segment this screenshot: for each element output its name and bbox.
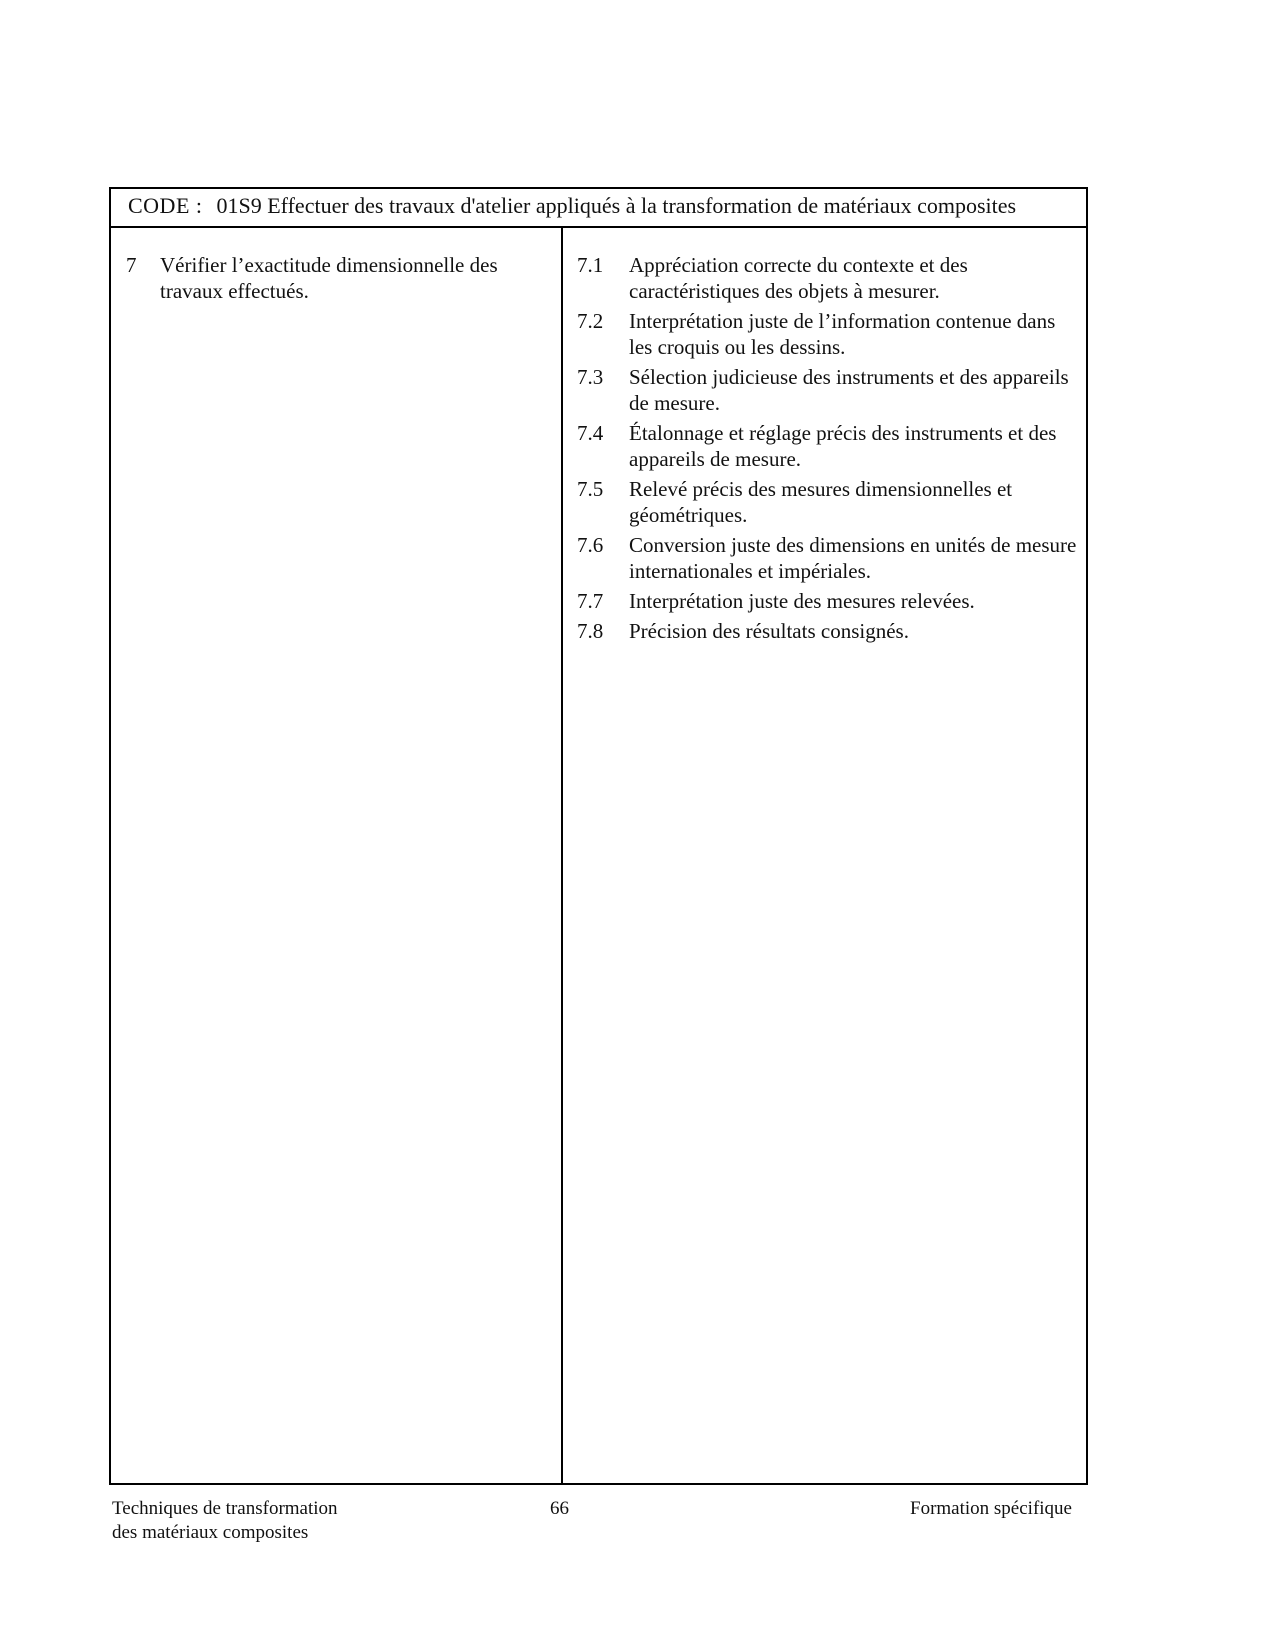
criterion-number: 7.4 <box>577 421 604 445</box>
criterion-number: 7.6 <box>577 533 604 557</box>
code-label: CODE : <box>128 193 203 218</box>
criterion-number: 7.3 <box>577 365 604 389</box>
criterion-item <box>577 588 1077 614</box>
competency-table <box>109 187 1088 1485</box>
criterion-number: 7.8 <box>577 619 604 643</box>
criterion-item <box>577 308 1077 360</box>
table-header <box>111 189 1086 228</box>
criterion-text: Étalonnage et réglage précis des instruments et des appareils de mesure. <box>629 421 1057 471</box>
element-item <box>126 252 546 304</box>
criterion-item <box>577 476 1077 528</box>
page-number: 66 <box>550 1498 569 1519</box>
criterion-item <box>577 420 1077 472</box>
element-number: 7 <box>126 253 137 277</box>
column-divider <box>561 226 563 1483</box>
criterion-item <box>577 618 1077 644</box>
footer-program <box>112 1497 338 1545</box>
footer-section: Formation spécifique <box>910 1498 1072 1519</box>
criterion-text: Conversion juste des dimensions en unités de mesure internationales et impériales. <box>629 533 1077 583</box>
criteria-column <box>577 252 1077 648</box>
criterion-number: 7.5 <box>577 477 604 501</box>
criterion-text: Appréciation correcte du contexte et des caractéristiques des objets à mesurer. <box>629 253 968 303</box>
criterion-item <box>577 532 1077 584</box>
criterion-text: Interprétation juste des mesures relevées. <box>629 589 975 613</box>
criterion-text: Interprétation juste de l’information contenue dans les croquis ou les dessins. <box>629 309 1056 359</box>
criterion-number: 7.1 <box>577 253 604 277</box>
criterion-text: Précision des résultats consignés. <box>629 619 909 643</box>
criterion-item <box>577 252 1077 304</box>
criterion-text: Sélection judicieuse des instruments et des appareils de mesure. <box>629 365 1069 415</box>
footer-program-line1: Techniques de transformation <box>112 1498 338 1519</box>
criterion-text: Relevé précis des mesures dimensionnelles et géométriques. <box>629 477 1013 527</box>
criterion-number: 7.7 <box>577 589 604 613</box>
element-column <box>126 252 546 308</box>
element-text: Vérifier l’exactitude dimensionnelle des travaux effectués. <box>160 253 498 303</box>
code-title: 01S9 Effectuer des travaux d'atelier appliqués à la transformation de matériaux composites <box>216 193 1017 218</box>
footer-program-line2: des matériaux composites <box>112 1522 309 1543</box>
criterion-number: 7.2 <box>577 309 604 333</box>
criterion-item <box>577 364 1077 416</box>
